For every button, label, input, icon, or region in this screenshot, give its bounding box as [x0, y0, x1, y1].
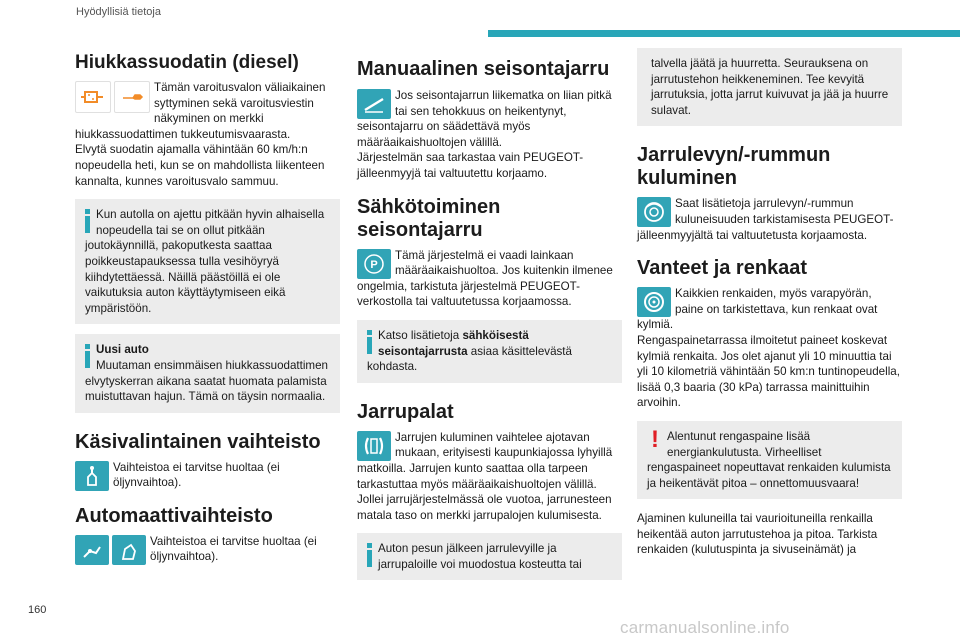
wash-info-box — [357, 533, 622, 580]
warning-icon: ! — [651, 425, 659, 453]
auto-gearbox-title: Automaattivaihteisto — [75, 504, 273, 527]
electric-brake-info-link[interactable]: sähköisestä seisontajarrusta — [378, 328, 529, 358]
parking-brake-lever-icon — [357, 89, 391, 119]
manual-gearbox-icon — [75, 461, 109, 491]
manual-brake-text: Jos seisontajarrun liikematka on liian pitkä tai sen tehokkuus on heikentynyt, seisontajarru on säädettävä myös määräaikaishuoltojen välillä. — [357, 89, 612, 149]
electric-brake-info-box — [357, 320, 622, 383]
wheels-text3: Ajaminen kuluneilla tai vaurioituneilla renkailla heikentää auton jarrutustehoa ja pitoa. Tarkista renkaiden (kulutuspinta ja sivuseinämät) ja — [637, 512, 878, 557]
disc-drum-wear-title: Jarrulevyn/-rummun kuluminen — [637, 144, 831, 190]
automatic-gearbox-icon — [75, 535, 109, 565]
particle-filter-warning-icon — [75, 81, 111, 113]
column-1 — [75, 52, 340, 565]
svg-text:P: P — [370, 258, 378, 271]
tyre-pressure-warning-box — [637, 421, 902, 499]
diesel-info-box — [75, 199, 340, 324]
new-car-info-box — [75, 334, 340, 412]
electric-brake-info-pre: Katso lisätietoja — [378, 328, 463, 342]
tyre-icon — [637, 287, 671, 317]
wheels-tyres-title: Vanteet ja renkaat — [637, 257, 808, 280]
electric-parking-brake-icon — [357, 249, 391, 279]
gear-selector-icon — [112, 535, 146, 565]
info-icon — [85, 209, 90, 233]
manual-gearbox-title: Käsivalintainen vaihteisto — [75, 430, 321, 453]
column-3 — [637, 52, 902, 558]
wheels-text: Kaikkien renkaiden, myös varapyörän, paine on tarkistettava, kun renkaat ovat kylmiä. — [637, 287, 878, 332]
column-2 — [357, 52, 622, 580]
section-header: Hyödyllisiä tietoja — [76, 6, 161, 18]
pads-text2: Jollei jarrujärjestelmässä ole vuotoa, jarrunesteen matala taso on merkki jarrupalojen kulumisesta. — [357, 493, 612, 522]
wash-info-text: Auton pesun jälkeen jarrulevyille ja jarrupaloille voi muodostua kosteutta tai — [378, 542, 582, 571]
new-car-text: Muutaman ensimmäisen hiukkassuodattimen elvytyskerran aikana saatat huomata palamista muistuttavan hajun. Tämä on täysin normaalia. — [85, 358, 328, 404]
wash-info-continued-text: talvella jäätä ja huurretta. Seurauksena on jarrutustehon heikkeneminen. Tee kevyitä jarrutuksia, jotta jarrut kuivuvat ja jää ja huurre sulavat. — [651, 57, 889, 117]
electric-parking-brake-title: Sähkötoiminen seisontajarru — [357, 195, 501, 241]
info-icon — [367, 543, 372, 567]
diesel-filter-title: Hiukkassuodatin (diesel) — [75, 52, 299, 73]
auto-gearbox-text: Vaihteistoa ei tarvitse huoltaa (ei öljynvaihtoa). — [150, 534, 317, 564]
header-accent-bar — [488, 30, 960, 37]
pads-text: Jarrujen kuluminen vaihtelee ajotavan mukaan, erityisesti kaupunkiajossa lyhyillä matkoilla. Jarrujen kunto saattaa olla tarpeen tarkastuttaa myös määräaikaishuoltojen välillä. — [357, 430, 613, 491]
diesel-icons — [75, 81, 150, 113]
brake-pads-title: Jarrupalat — [357, 400, 454, 423]
brake-disc-icon — [637, 197, 671, 227]
manual-parking-brake-title: Manuaalinen seisontajarru — [357, 58, 610, 80]
new-car-title: Uusi auto — [96, 343, 149, 357]
electric-brake-text: Tämä järjestelmä ei vaadi lainkaan määräaikaishuoltoa. Jos kuitenkin ilmenee ongelmia, tarkistuta järjestelmä PEUGEOT-verkostolla tai valtuutetussa korjaamossa. — [357, 248, 613, 309]
diesel-lead-text: Tämän varoitusvalon väliaikainen syttyminen sekä varoitusviestin näkyminen on merkki hiukkassuodattimen tukkeutumisvaarasta. — [75, 81, 326, 141]
discs-text: Saat lisätietoja jarrulevyn/-rummun kuluneisuuden tarkistamisesta PEUGEOT-jälleenmyyjältä tai valtuutetusta korjaamosta. — [637, 197, 894, 242]
wrench-warning-icon — [114, 81, 150, 113]
tyre-warning-text: Alentunut rengaspaine lisää energiankulutusta. Virheelliset rengaspaineet nopeuttavat renkaiden kulumista ja heikentävät pitoa – onnettomuusvaara! — [647, 429, 891, 490]
info-icon — [85, 344, 90, 368]
diesel-info-text: Kun autolla on ajettu pitkään hyvin alhaisella nopeudella tai se on ollut pitkään joutokäynnillä, pakoputkesta saattaa poikkeustapauksessa tulla vesihöyryä kiihdytettäessä. Näillä päästöillä ei ole vaikutuksia auton käyttäytymiseen eikä ympäristöön. — [85, 208, 325, 315]
watermark: carmanualsonline.info — [620, 618, 790, 637]
wheels-text2: Rengaspainetarrassa ilmoitetut paineet koskevat kylmiä renkaita. Jos olet ajanut yli 10 minuuttia tai yli 10 kilometriä vähintään 50 km:n tuntinopeudella, lisää 0,3 baaria (30 kPa) tarrassa mainittuihin arvoihin. — [637, 333, 900, 410]
page-number: 160 — [28, 604, 47, 616]
wash-info-box-continued — [637, 48, 902, 126]
info-icon — [367, 330, 372, 354]
brake-pads-icon — [357, 431, 391, 461]
manual-gearbox-text: Vaihteistoa ei tarvitse huoltaa (ei öljynvaihtoa). — [113, 460, 280, 490]
diesel-body-text: Elvytä suodatin ajamalla vähintään 60 km/h:n nopeudella heti, kun se on mahdollista liikenteen kannalta, kunnes varoitusvalo sammuu. — [75, 143, 325, 188]
electric-brake-info-post: asiaa käsittelevästä kohdasta. — [367, 344, 572, 374]
manual-brake-text2: Järjestelmän saa tarkastaa vain PEUGEOT-jälleenmyyjä tai valtuutettu korjaamo. — [357, 151, 584, 180]
